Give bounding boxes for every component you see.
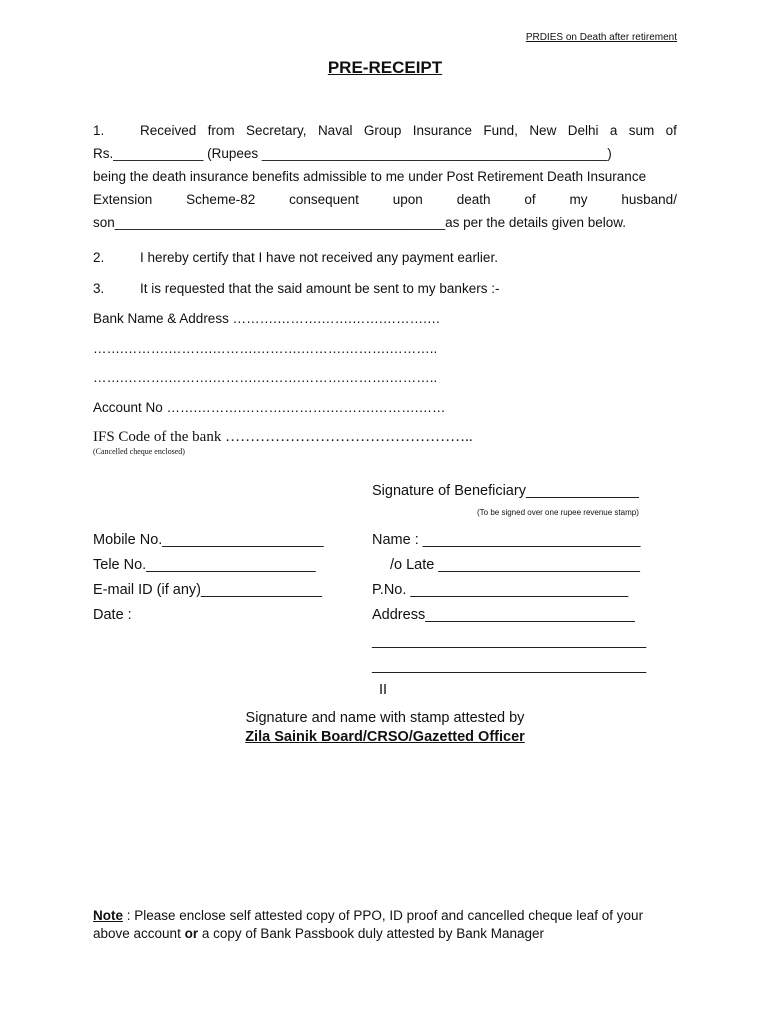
para1-word: from [207, 123, 235, 138]
email-field: E-mail ID (if any)_______________ [93, 582, 322, 598]
para1-word: death [456, 192, 491, 207]
page-title: PRE-RECEIPT [327, 58, 443, 77]
para1-line3: being the death insurance benefits admissible to me under Post Retirement Death Insurance [93, 169, 647, 184]
attestation-line: Signature and name with stamp attested by [245, 710, 525, 726]
para1-word: of [665, 123, 677, 138]
para3-number: 3. [93, 281, 105, 296]
pno-field: P.No. ___________________________ [372, 582, 629, 598]
para1-word: a [609, 123, 618, 138]
revenue-stamp-note: (To be signed over one rupee revenue stamp) [477, 508, 639, 517]
para1-word: sum [628, 123, 655, 138]
para1-word: my [569, 192, 588, 207]
para1-word: Naval [317, 123, 353, 138]
beneficiary-signature: Signature of Beneficiary______________ [372, 483, 639, 499]
tele-field: Tele No._____________________ [93, 557, 316, 573]
roman-mark: II [379, 682, 388, 698]
para1-word: husband/ [621, 192, 677, 207]
para3-text: It is requested that the said amount be sent to my bankers :- [140, 281, 500, 296]
note-text: : Please enclose self attested copy of PPO, ID proof and cancelled cheque leaf of your [123, 908, 644, 923]
para1-word: Received [140, 123, 197, 138]
para1-line2: Rs.____________ (Rupees ______________________________________________) [93, 146, 612, 161]
para1-word: Scheme-82 [186, 192, 256, 207]
para1-word: Secretary, [246, 123, 307, 138]
para1-word: Group [363, 123, 402, 138]
date-field: Date : [93, 607, 132, 623]
note-text: a copy of Bank Passbook duly attested by Bank Manager [198, 926, 545, 941]
para1-word: of [524, 192, 536, 207]
para1-word: Delhi [567, 123, 599, 138]
ifs-code: IFS Code of the bank ………………………………………….. [93, 429, 473, 445]
bank-dots-line: …….……….……….……….……….……….……….……….. [93, 341, 438, 356]
address-field: Address__________________________ [372, 607, 635, 623]
note-line2 [93, 926, 544, 941]
para1-line1 [140, 123, 677, 138]
para1-number: 1. [93, 123, 105, 138]
para1-word: consequent [289, 192, 359, 207]
name-field: Name : ___________________________ [372, 532, 641, 548]
para1-word: Fund, [483, 123, 518, 138]
mobile-field: Mobile No.____________________ [93, 532, 324, 548]
para1-line4 [93, 192, 677, 207]
note-text: above account [93, 926, 185, 941]
para1-word: New [529, 123, 557, 138]
para1-word: Insurance [412, 123, 473, 138]
bank-name-address: Bank Name & Address ……….……….…….…….……….… [93, 311, 441, 326]
header-note: PRDIES on Death after retirement [525, 32, 677, 43]
note-or: or [184, 926, 199, 941]
note-label: Note [93, 908, 123, 923]
para1-word: Extension [93, 192, 153, 207]
bank-dots-line: …….……….……….……….……….……….……….……….. [93, 370, 438, 385]
account-number: Account No …….……….……….……….……….……….…… [93, 400, 446, 415]
attestation-authority: Zila Sainik Board/CRSO/Gazetted Officer [245, 729, 525, 745]
cheque-note: (Cancelled cheque enclosed) [93, 447, 185, 456]
para2-number: 2. [93, 250, 105, 265]
para1-word: upon [392, 192, 423, 207]
para1-line5: son____________________________________________as per the details given below. [93, 215, 626, 230]
address-line: __________________________________ [372, 633, 647, 649]
note-line1 [93, 908, 643, 923]
late-field: /o Late _________________________ [390, 557, 640, 573]
address-line: __________________________________ [372, 658, 647, 674]
para2-text: I hereby certify that I have not received any payment earlier. [140, 250, 498, 265]
